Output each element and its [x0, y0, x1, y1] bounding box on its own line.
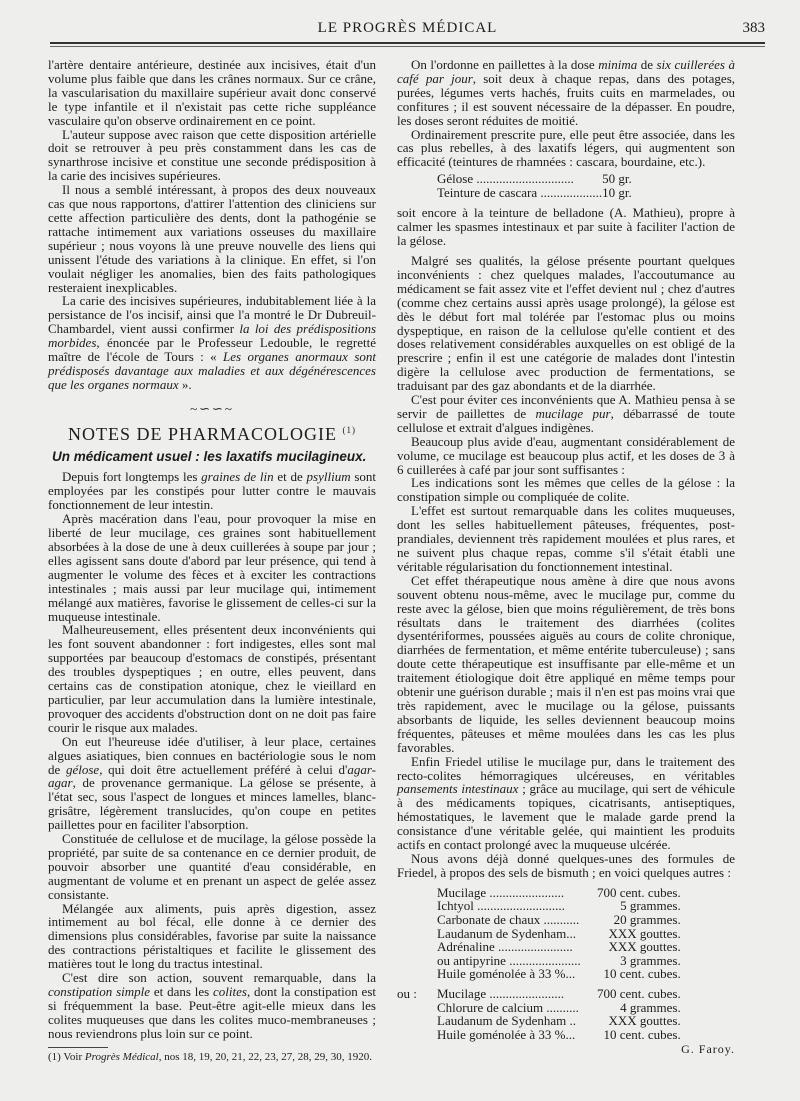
text: , de provenance germanique. La gélose se présente, à l'état sec, sous l'aspect de longues et minces lamelles, blanc-grisâtre, légèrement translucides, qu'on coupe en petites paillettes pour en faciliter l'absorption. — [48, 775, 376, 833]
text: , débarrassé de toute cellulose et extrait d'algues indigènes. — [397, 405, 735, 435]
dose: 50 gr. — [602, 171, 632, 187]
paragraph: L'effet est surtout remarquable dans les colites muqueuses, dont les selles habituellement pâteuses, fréquentes, post-prandiales, deviennent très rapidement moulées et plus rares, et ne suivent plus chaque repas, comme s'il s'était établi une véritable régularisation du fonctionnement intestinal. — [397, 503, 735, 574]
ingredient: Teinture de cascara ................... — [437, 185, 603, 201]
or-label: ou : — [397, 985, 417, 1001]
dose: 20 grammes. — [613, 911, 681, 927]
paragraph: Les indications sont les mêmes que celles de la gélose : la constipation simple ou compliquée de colite. — [397, 475, 735, 505]
formula-row — [397, 886, 681, 900]
paragraph — [48, 971, 376, 1041]
italic-text: la loi des prédispositions morbides — [48, 321, 376, 351]
text: , qui doit être actuellement préféré à celui d' — [99, 761, 348, 777]
dose: 10 cent. cubes. — [603, 1026, 681, 1042]
paragraph: Malheureusement, elles présentent deux inconvénients qui les font souvent abandonner : fort indigestes, elles sont mal supportées par beaucoup d'estomacs de constipés, présentant des troubles dyspeptiques ; en outre, elles peuvent, dans certains cas de constipation atonique, chez le vieillard en particulier, par leur accumulation dans la lumière intestinale, provoquer des accidents d'obstruction dont on ne doit pas faire courir le risque aux malades. — [48, 622, 376, 735]
ingredient: ou antipyrine ...................... — [437, 952, 581, 968]
text: et dans les — [150, 984, 214, 999]
dose: 5 grammes. — [620, 898, 681, 914]
text: sont employées par les constipés pour lutter contre le mauvais fonctionnement de leur intestin. — [48, 469, 377, 513]
paragraph: Malgré ses qualités, la gélose présente pourtant quelques inconvénients : chez quelques malades, l'accoutumance au médicament se fait assez vite et l'effet devient nul ; chez d'autres (comme chez certains aussi après usage prolongé), la gélose est dès le début fort mal tolérée par l'estomac plus ou moins dyspeptique, en raison de la cellulose qu'elle contient et des doses relativement considérables auxquelles on est obligé de la prescrire ; enfin il est une catégorie de malades dont l'intestin digère la cellulose avec production de fermentations, se traduisant par des gaz abondants et de la diarrhée. — [397, 252, 735, 394]
ingredient: Carbonate de chaux ........... — [437, 911, 580, 927]
formula-row — [397, 1028, 681, 1042]
paragraph — [397, 393, 735, 435]
italic-text: Progrès Médical — [84, 1050, 159, 1063]
section-title-text: NOTES DE PHARMACOLOGIE — [68, 423, 337, 444]
recipe-table — [437, 172, 632, 200]
dose: 10 cent. cubes. — [603, 966, 681, 982]
header-rule — [50, 42, 765, 47]
text: de — [637, 57, 657, 72]
text: On eut l'heureuse idée d'utiliser, à leur place, certaines algues asiatiques, bien connues en bactériologie sous le nom de — [48, 733, 376, 777]
recipe-row — [437, 186, 632, 200]
text: et de — [273, 469, 307, 485]
formula-row — [397, 1001, 681, 1015]
page-number: 383 — [742, 20, 765, 36]
dose: XXX gouttes. — [608, 939, 681, 955]
ingredient: Huile goménolée à 33 %... — [437, 966, 576, 982]
text: C'est dire son action, souvent remarquable, dans la — [62, 970, 376, 986]
ingredient: Laudanum de Sydenham... — [437, 925, 576, 941]
text: C'est pour éviter ces inconvénients que A. Mathieu pensa à se servir de paillettes de — [397, 392, 735, 421]
paragraph: Cet effet thérapeutique nous amène à dire que nous avons souvent obtenu nous-même, avec le mucilage pur, comme du reste avec la gélose, bien que moins régulièrement, de très bons résultats dans le traitement des diarrhées (colites dysentériformes, poussées aiguës au cours de colite chronique, diarrhées de fermentation, et même entérite tuberculeuse) ; sans doute cette thérapeutique est insuffisante par elle-même et un traitement étiologique doit être appliqué en même temps pour obtenir une guérison durable ; mais il n'en est pas moins vrai que très rapidement, avec le mucilage ou la gélose, puissants absorbants de liquide, les selles deviennent beaucoup moins fréquentes, pâteuses et même moulées dans les cas les plus favorables. — [397, 572, 735, 755]
formula-row — [397, 987, 681, 1001]
paragraph: Ordinairement prescrite pure, elle peut être associée, dans les cas plus rebelles, à des laxatifs légers, qui augmentent son efficacité (teintures de rhamnées : cascara, bourdaine, etc.). — [397, 126, 735, 170]
italic-text: six cuillerées à café par jour — [397, 57, 735, 86]
paragraph: L'auteur suppose avec raison que cette disposition artérielle doit se retrouver à peu près constamment dans les cas de synarthrose incisive et constitue une seconde prédisposition à la carie des incisives supérieures. — [48, 126, 376, 184]
paragraph — [397, 755, 735, 852]
paragraph: l'artère dentaire antérieure, destinée aux incisives, était d'un volume plus faible que dans les crânes normaux. Sur ce crâne, la vascularisation du maxillaire supérieur avait donc conservé le type infantile et il n'existait pas cette riche suppléance vasculaire qu'on observe ordinairement en ce point. — [48, 57, 376, 128]
formula-row — [397, 940, 681, 954]
paragraph: Il nous a semblé intéressant, à propos des deux nouveaux cas que nous rapportons, d'attirer l'attention des cliniciens sur cette affection particulière des dents, dont la pathogénie se rattache intimement aux variations osseuses du maxillaire supérieur ; nous voyons là une preuve nouvelle des liens qui unissent l'étude des variations à la clinique. En effet, si l'on voulait négliger les anomalies, bien des faits pathologiques resteraient inexplicables. — [48, 182, 376, 295]
text: , énoncée par le Professeur Ledouble, le regretté maître de l'école de Tours : « — [48, 335, 376, 365]
ingredient: Gélose .............................. — [437, 171, 574, 187]
paragraph — [48, 735, 376, 832]
italic-text: minima — [598, 57, 638, 72]
section-ornament: ~∽∽~ — [190, 400, 234, 416]
italic-text: gélose — [65, 761, 100, 777]
text: ; grâce au mucilage, qui sert de véhicule à des médicaments topiques, cicatrisants, antiseptiques, hémostatiques, le lavement que le malade garde prend la consistance d'une véritable gelée, qui maintient les produits actifs en contact prolongé avec la muqueuse ulcérée. — [397, 781, 735, 853]
text: Enfin Friedel utilise le mucilage pur, dans le traitement des recto-colites hémorragiques ulcéreuses, en véritables — [397, 753, 735, 783]
italic-text: agar-agar — [48, 761, 376, 791]
paragraph — [397, 58, 735, 128]
italic-text: psyllium — [306, 469, 351, 485]
section-title — [48, 424, 376, 442]
text: , nos 18, 19, 20, 21, 22, 23, 27, 28, 29, 30, 1920. — [158, 1050, 372, 1063]
formula-row — [397, 967, 681, 981]
dose: 10 gr. — [602, 185, 632, 201]
dose: 700 cent. cubes. — [596, 985, 681, 1001]
italic-text: colites — [213, 984, 247, 999]
paragraph: Nous avons déjà donné quelques-unes des formules de Friedel, à propos des sels de bismuth ; en voici quelques autres : — [397, 850, 735, 880]
dose: 3 grammes. — [620, 952, 681, 968]
italic-text: pansements intestinaux — [397, 781, 519, 797]
formula-row — [397, 927, 681, 941]
footnote-marker: (1) — [342, 424, 356, 435]
paragraph: Beaucoup plus avide d'eau, augmentant considérablement de volume, ce mucilage est beaucoup plus actif, et les doses de 3 à 6 cuillerées à café par jour sont suffisantes : — [397, 433, 735, 477]
italic-text: mucilage pur — [535, 405, 611, 421]
dose: XXX gouttes. — [608, 925, 681, 941]
recipe-row — [437, 172, 632, 186]
text: Depuis fort longtemps les — [62, 469, 202, 485]
footnote-rule — [48, 1047, 108, 1048]
text: La carie des incisives supérieures, indubitablement liée à la persistance de l'os incisif, ainsi que l'a montré le Dr Dubreuil-Chambardel, vient aussi confirmer — [48, 293, 376, 337]
right-column — [397, 58, 735, 1057]
formula-row — [397, 899, 681, 913]
paragraph: Mélangée aux aliments, puis après digestion, assez intimement au bol fécal, elle donne à ce dernier des dimensions plus considérables, favorise par suite la naissance des contractions péristaltiques et facilite le glissement des matières tout le long du tractus intestinal. — [48, 900, 376, 972]
article-title: Un médicament usuel : les laxatifs mucilagineux. — [52, 448, 367, 464]
dose: 4 grammes. — [620, 999, 681, 1015]
paragraph — [48, 470, 376, 512]
paragraph: Constituée de cellulose et de mucilage, la gélose possède la propriété, par suite de sa contenance en ce dernier produit, de pouvoir absorber une quantité d'eau considérable, en augmentant de volume et en prenant un aspect de gelée assez consistante. — [48, 831, 376, 902]
italic-text: graines de lin — [201, 469, 274, 485]
page-header — [50, 20, 765, 40]
formula-row — [397, 1014, 681, 1028]
formula-row — [397, 913, 681, 927]
paragraph: soit encore à la teinture de belladone (A. Mathieu), propre à calmer les spasmes intestinaux et par suite à faciliter l'action de la gélose. — [397, 205, 735, 249]
ingredient: Laudanum de Sydenham .. — [437, 1013, 576, 1029]
paragraph — [48, 294, 376, 391]
ingredient: Adrénaline ....................... — [437, 939, 573, 955]
author-signature: G. Faroy. — [681, 1042, 735, 1057]
footnote — [48, 1051, 376, 1063]
ingredient: Mucilage ....................... — [437, 985, 565, 1001]
left-column — [48, 58, 376, 1063]
ingredient: Mucilage ....................... — [437, 884, 565, 900]
text: , soit deux à chaque repas, dans des potages, purées, légumes verts hachés, fruits cuits en marmelades, ou confitures ; il est souvent nécessaire de la dépasser. En poudre, les doses seront réduites de moitié. — [397, 70, 735, 128]
italic-quote: Les organes anormaux sont prédisposés davantage aux maladies et aux dégénérescences que les organes normaux — [48, 349, 376, 392]
italic-text: constipation simple — [48, 984, 151, 999]
ingredient: Ichtyol ........................... — [437, 898, 565, 914]
text: ». — [178, 376, 192, 392]
text: , dont la constipation est si fréquemment la base. Peut-être agit-elle mieux dans les colites muqueuses que dans les colites muco-membraneuses ; nous reviendrons plus loin sur ce point. — [48, 984, 376, 1041]
ingredient: Huile goménolée à 33 %... — [437, 1026, 576, 1042]
running-head: LE PROGRÈS MÉDICAL — [317, 20, 498, 36]
paragraph: Après macération dans l'eau, pour provoquer la mise en liberté de leur mucilage, ces graines sont habituellement absorbées à la dose de une à deux cuillerées à soupe par jour ; elles agissent sans doute d'abord par leur présence, qui tend à augmenter le volume des fèces et à exciter les contractions intestinales ; mais aussi par leur mucilage qui, intimement mélangé aux matières, favorise le glissement de celles-ci sur la muqueuse intestinale. — [48, 511, 376, 624]
text: On l'ordonne en paillettes à la dose — [411, 57, 599, 72]
formula-table — [397, 886, 681, 1042]
dose: XXX gouttes. — [608, 1013, 681, 1029]
formula-row — [397, 954, 681, 968]
dose: 700 cent. cubes. — [596, 884, 681, 900]
text: (1) Voir — [48, 1050, 85, 1063]
ingredient: Chlorure de calcium .......... — [437, 999, 579, 1015]
